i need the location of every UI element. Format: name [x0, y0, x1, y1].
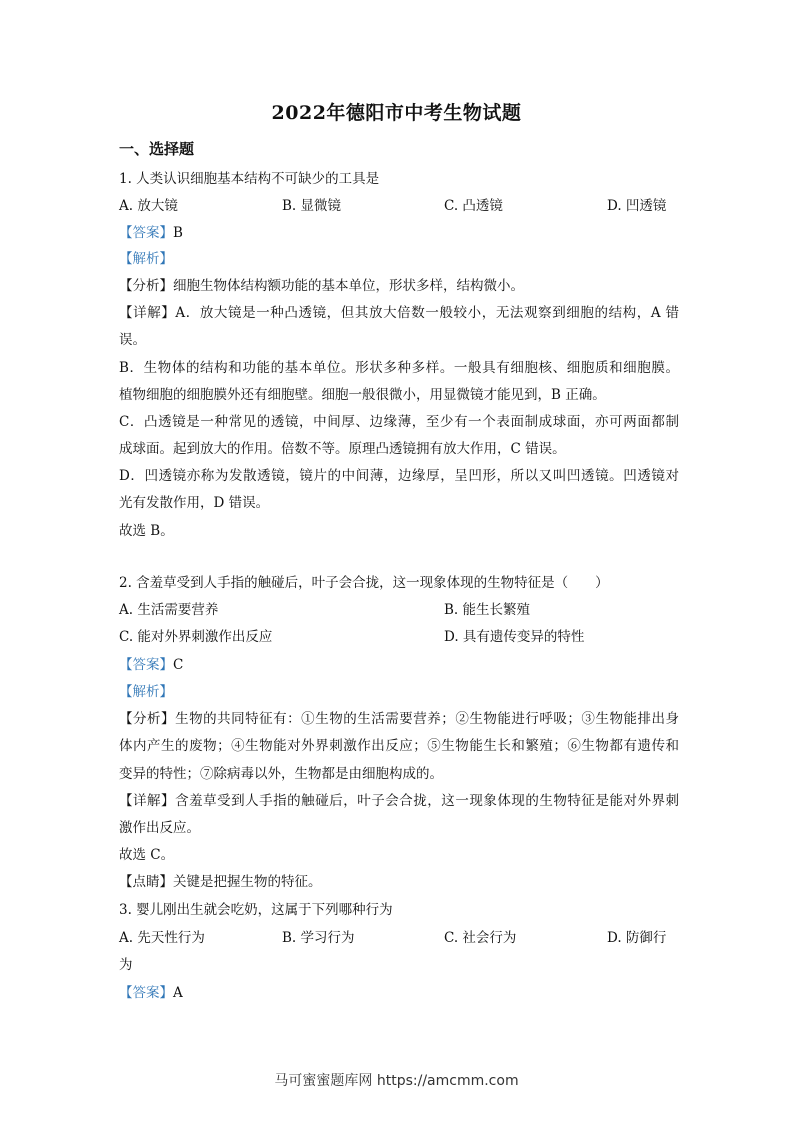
q1-b-line-1: B．生物体的结构和功能的基本单位。形状多种多样。一般具有细胞核、细胞质和细胞膜。	[119, 360, 679, 376]
answer-tag: 【答案】	[119, 657, 173, 673]
q2-fenxi-text-1: 生物的共同特征有：①生物的生活需要营养；②生物能进行呼吸；③生物能排出身	[175, 711, 680, 727]
q1-d-line-1: D．凹透镜亦称为发散透镜，镜片的中间薄，边缘厚，呈凹形，所以又叫凹透镜。凹透镜对	[119, 468, 679, 484]
q3-option-d: D. 防御行	[607, 930, 667, 946]
section-heading: 一、选择题	[119, 140, 195, 158]
q2-xiangjie-line-2: 激作出反应。	[119, 820, 200, 836]
q1-answer-value: B	[173, 225, 183, 241]
q1-fenxi	[119, 277, 679, 295]
q1-d-line-2: 光有发散作用，D 错误。	[119, 495, 270, 511]
q2-answer-value: C	[173, 657, 184, 673]
q1-conclusion: 故选 B。	[119, 523, 174, 539]
analysis-tag: 【解析】	[119, 251, 173, 267]
q3-option-b: B. 学习行为	[282, 930, 355, 946]
q1-answer	[119, 224, 679, 242]
xiangjie-tag: 【详解】	[119, 305, 176, 321]
q2-option-c: C. 能对外界刺激作出反应	[119, 629, 273, 645]
q3-stem: 3. 婴儿刚出生就会吃奶，这属于下列哪种行为	[119, 902, 393, 918]
q2-dianjing-text: 关键是把握生物的特征。	[173, 874, 322, 890]
q1-c-line-2: 成球面。起到放大的作用。倍数不等。原理凸透镜拥有放大作用，C 错误。	[119, 441, 566, 457]
fenxi-tag: 【分析】	[119, 711, 176, 727]
q2-fenxi-line-3: 变异的特性；⑦除病毒以外，生物都是由细胞构成的。	[119, 766, 443, 782]
analysis-tag: 【解析】	[119, 684, 173, 700]
q2-xiangjie-text-1: 含羞草受到人手指的触碰后，叶子会合拢，这一现象体现的生物特征是能对外界刺	[175, 793, 680, 809]
q1-option-b: B. 显微镜	[282, 198, 342, 214]
q2-analysis-heading	[119, 683, 679, 701]
fenxi-tag: 【分析】	[119, 278, 173, 294]
answer-tag: 【答案】	[119, 225, 173, 241]
xiangjie-tag: 【详解】	[119, 793, 176, 809]
q3-option-d-wrap: 为	[119, 957, 133, 973]
q2-dianjing	[119, 873, 679, 891]
q2-option-a: A. 生活需要营养	[119, 602, 219, 618]
q1-option-a: A. 放大镜	[119, 198, 178, 214]
q2-option-b: B. 能生长繁殖	[444, 602, 531, 618]
q2-fenxi-line-2: 体内产生的废物；④生物能对外界刺激作出反应；⑤生物能生长和繁殖；⑥生物都有遗传和	[119, 738, 679, 754]
q1-analysis-heading	[119, 250, 679, 268]
q1-fenxi-text: 细胞生物体结构额功能的基本单位，形状多样，结构微小。	[173, 278, 524, 294]
q1-stem: 1. 人类认识细胞基本结构不可缺少的工具是	[119, 171, 380, 187]
q2-fenxi-line-1	[119, 710, 679, 728]
q2-answer	[119, 656, 679, 674]
q1-xiangjie-line-2: 误。	[119, 332, 146, 348]
q1-c-line-1: C．凸透镜是一种常见的透镜，中间厚、边缘薄，至少有一个表面制成球面，亦可两面都制	[119, 414, 679, 430]
q2-xiangjie-line-1	[119, 792, 679, 810]
footer-watermark: 马可蜜蜜题库网 https://amcmm.com	[274, 1073, 519, 1089]
q1-option-d: D. 凹透镜	[607, 198, 667, 214]
q1-option-c: C. 凸透镜	[444, 198, 503, 214]
q2-stem: 2. 含羞草受到人手指的触碰后，叶子会合拢，这一现象体现的生物特征是（ ）	[119, 575, 609, 591]
q3-answer-value: A	[173, 985, 183, 1001]
q2-conclusion: 故选 C。	[119, 847, 175, 863]
q3-option-a: A. 先天性行为	[119, 930, 205, 946]
q3-answer	[119, 984, 679, 1002]
q3-option-c: C. 社会行为	[444, 930, 517, 946]
dianjing-tag: 【点睛】	[119, 874, 173, 890]
q1-xiangjie-line-1	[119, 304, 679, 322]
q1-b-line-2: 植物细胞的细胞膜外还有细胞壁。细胞一般很微小，用显微镜才能见到，B 正确。	[119, 387, 606, 403]
q2-option-d: D. 具有遗传变异的特性	[444, 629, 585, 645]
answer-tag: 【答案】	[119, 985, 173, 1001]
q1-xiangjie-text-1: A．放大镜是一种凸透镜，但其放大倍数一般较小，无法观察到细胞的结构，A 错	[175, 305, 680, 321]
page-title: 2022年德阳市中考生物试题	[271, 102, 522, 124]
